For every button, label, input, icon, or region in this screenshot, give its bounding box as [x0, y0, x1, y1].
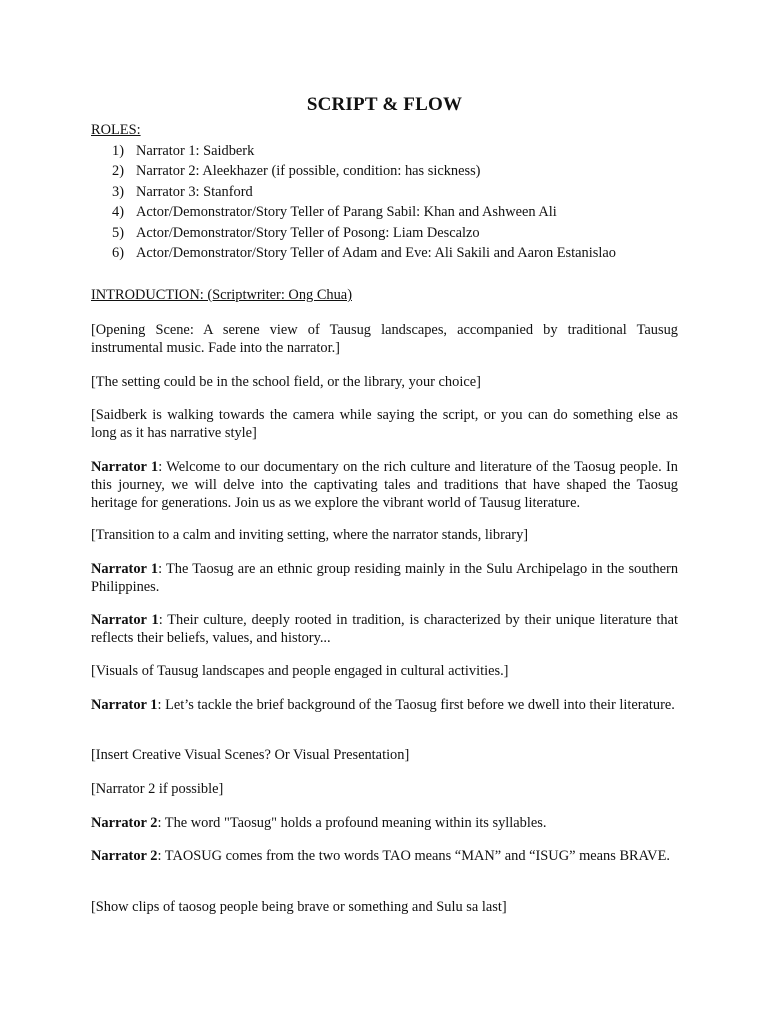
narrator-line	[91, 458, 678, 512]
role-text: Narrator 2: Aleekhazer (if possible, condition: has sickness)	[136, 163, 481, 180]
line-text: : The Taosug are an ethnic group residing mainly in the Sulu Archipelago in the southern Philippines.	[91, 561, 679, 595]
role-text: Actor/Demonstrator/Story Teller of Parang Sabil: Khan and Ashween Ali	[136, 204, 557, 221]
list-number: 2)	[112, 163, 124, 180]
list-number: 4)	[112, 204, 124, 221]
list-number: 6)	[112, 245, 124, 262]
stage-direction: [Transition to a calm and inviting setting, where the narrator stands, library]	[91, 527, 529, 543]
line-text: : Their culture, deeply rooted in tradition, is characterized by their unique literature that reflects their beliefs, values, and history...	[91, 612, 679, 646]
speaker-name: Narrator 2	[91, 815, 158, 831]
narrator-line	[91, 560, 678, 596]
list-item	[91, 182, 616, 202]
narrator-line	[91, 611, 678, 647]
narrator-line	[91, 696, 678, 714]
list-number: 5)	[112, 224, 124, 241]
speaker-name: Narrator 1	[91, 612, 159, 628]
stage-direction: [Narrator 2 if possible]	[91, 781, 224, 797]
roles-heading: ROLES:	[91, 122, 141, 138]
stage-direction: [Show clips of taosog people being brave or something and Sulu sa last]	[91, 899, 507, 915]
page-title: SCRIPT & FLOW	[306, 94, 463, 115]
list-item	[91, 243, 616, 263]
line-text: : Let’s tackle the brief background of the Taosug first before we dwell into their literature.	[157, 697, 675, 713]
role-text: Actor/Demonstrator/Story Teller of Posong: Liam Descalzo	[136, 224, 480, 241]
narrator-line	[91, 847, 678, 865]
role-text: Narrator 1: Saidberk	[136, 143, 255, 159]
list-item	[91, 223, 616, 243]
list-item	[91, 141, 616, 161]
speaker-name: Narrator 1	[91, 697, 158, 713]
list-number: 1)	[112, 143, 124, 159]
role-text: Narrator 3: Stanford	[136, 183, 253, 200]
introduction-heading: INTRODUCTION: (Scriptwriter: Ong Chua)	[91, 287, 352, 303]
speaker-name: Narrator 1	[91, 561, 159, 577]
stage-direction: [The setting could be in the school field, or the library, your choice]	[91, 374, 481, 390]
roles-list	[91, 141, 616, 263]
list-item	[91, 202, 616, 222]
line-text: : Welcome to our documentary on the rich culture and literature of the Taosug people. In this journey, we will delve into the captivating tales and traditions that have shaped the Taosug heritage for generations. Join us as we explore the vibrant world of Tausug literature.	[91, 459, 678, 511]
stage-direction: [Visuals of Tausug landscapes and people engaged in cultural activities.]	[91, 663, 509, 679]
list-item	[91, 161, 616, 181]
speaker-name: Narrator 1	[91, 459, 159, 475]
role-text: Actor/Demonstrator/Story Teller of Adam and Eve: Ali Sakili and Aaron Estanislao	[136, 245, 616, 262]
narrator-line	[91, 814, 678, 832]
speaker-name: Narrator 2	[91, 848, 158, 864]
stage-direction: [Insert Creative Visual Scenes? Or Visual Presentation]	[91, 747, 410, 763]
list-number: 3)	[112, 183, 124, 200]
line-text: : The word "Taosug" holds a profound meaning within its syllables.	[157, 815, 547, 831]
stage-direction: [Opening Scene: A serene view of Tausug landscapes, accompanied by traditional Tausug instrumental music. Fade into the narrator.]	[91, 322, 678, 356]
line-text: : TAOSUG comes from the two words TAO means “MAN” and “ISUG” means BRAVE.	[157, 848, 670, 864]
stage-direction: [Saidberk is walking towards the camera while saying the script, or you can do something else as long as it has narrative style]	[91, 407, 678, 441]
